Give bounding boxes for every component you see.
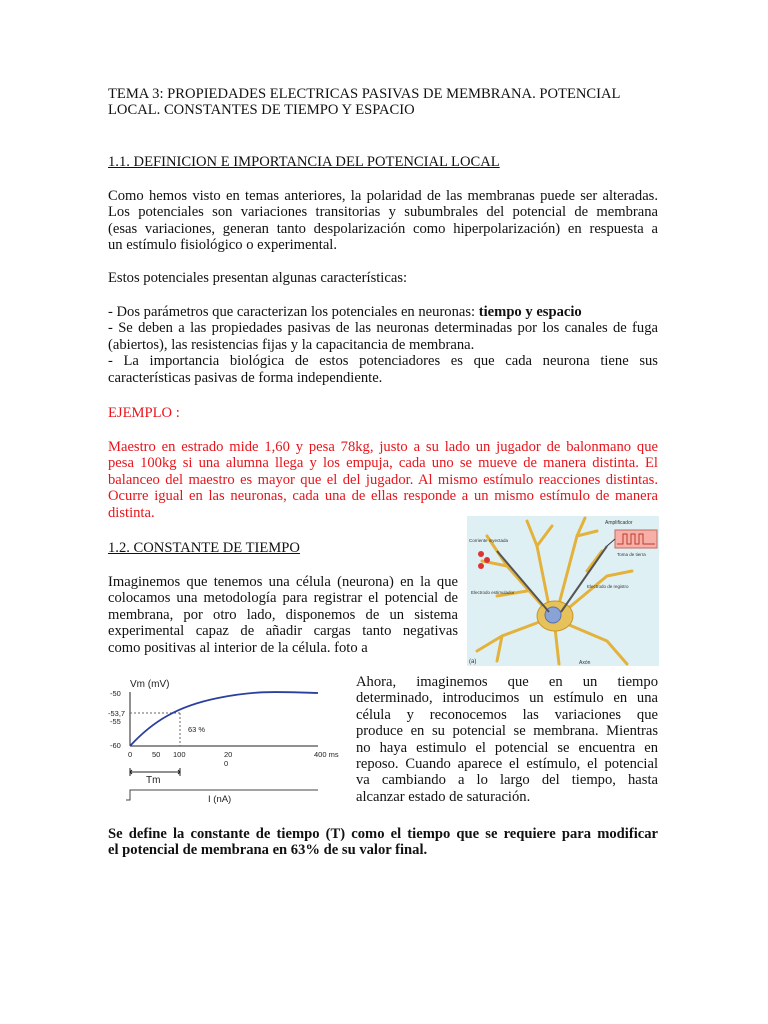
text-line: no haya estimulo el potencial se encuentra en (356, 739, 658, 756)
bullet-3-line-1: - La importancia biológica de estos potenciadores es que cada neurona tiene sus (108, 353, 658, 370)
bullet-1 (108, 304, 658, 320)
example-paragraph (108, 439, 658, 521)
xtick-label: 100 (173, 750, 186, 759)
text-line: Ocurre igual en las neuronas, cada una de ellas responde a un mismo estímulo de manera (108, 488, 658, 505)
charge-dot (484, 557, 490, 563)
text-line: Los potenciales son variaciones transitorias y subumbrales del potencial de membrana (108, 204, 658, 221)
section2-paragraph-2 (356, 674, 658, 805)
ytick-label: -50 (110, 689, 121, 698)
charge-dot (478, 563, 484, 569)
graph-ylabel: Vm (mV) (130, 679, 170, 690)
title-line-2: LOCAL. CONSTANTES DE TIEMPO Y ESPACIO (108, 102, 415, 119)
label-panel: (a) (469, 659, 477, 665)
bullet-2-line-1: - Se deben a las propiedades pasivas de las neuronas determinadas por los canales de fuga (108, 320, 658, 337)
text-line: Imaginemos que tenemos una célula (neurona) en la que (108, 574, 458, 590)
text-line: como positivas al interior de la célula. foto a (108, 639, 368, 656)
text-line: Se define la constante de tiempo (T) como el tiempo que se requiere para modificar (108, 826, 658, 842)
text-line: Ahora, imaginemos que en un tiempo (356, 674, 658, 690)
document-title (108, 86, 658, 119)
text-line: va cambiando a lo largo del tiempo, hasta (356, 772, 658, 789)
label-stim: Electrodo estimulador (471, 590, 515, 595)
text-line: colocamos una metodología para registrar el potencial de (108, 590, 458, 607)
charging-curve (130, 692, 318, 746)
text-line: el potencial de membrana en 63% de su valor final. (108, 842, 428, 859)
section1-paragraph-2: Estos potenciales presentan algunas características: (108, 270, 408, 286)
amplifier-box (615, 530, 657, 548)
text-line: distinta. (108, 504, 155, 521)
text-line: balanceo del maestro es mayor que el del jugador. Al mismo estímulo reacciones distintas. (108, 471, 658, 488)
text-line: (esas variaciones, generan tanto despolarización como hiperpolarización) en respuesta a (108, 220, 658, 237)
charge-dot (478, 551, 484, 557)
time-constant-graph (108, 676, 348, 806)
bullet-1-bold-text: tiempo y espacio (478, 304, 582, 320)
neuron-illustration (467, 516, 659, 666)
text-line: reposo. Cuando aparece el estímulo, el potencial (356, 756, 658, 773)
xtick-label: 50 (152, 750, 161, 759)
text-line: Como hemos visto en temas anteriores, la polaridad de las membranas puede ser alteradas. (108, 188, 658, 204)
label-amplifier: Amplificador (605, 520, 633, 526)
example-label: EJEMPLO : (108, 405, 180, 421)
title-line-1: TEMA 3: PROPIEDADES ELECTRICAS PASIVAS DE MEMBRANA. POTENCIAL (108, 86, 621, 102)
bullet-3-line-2: características pasivas de forma independiente. (108, 369, 383, 386)
xtick-label: 0 (128, 750, 133, 759)
neuron-figure (467, 516, 659, 666)
xtick-label-extra: 0 (224, 759, 229, 768)
label-recording: Electrodo de registro (587, 584, 629, 589)
time-constant-definition (108, 826, 658, 859)
percent-label: 63 % (188, 725, 206, 734)
text-line: produce en su potencial se membrana. Mientras (356, 723, 658, 740)
ytick-label: -55 (110, 717, 121, 726)
section-heading-1-1: 1.1. DEFINICION E IMPORTANCIA DEL POTENCIAL LOCAL (108, 154, 500, 170)
text-line: Maestro en estrado mide 1,60 y pesa 78kg, justo a su lado un jugador de balonmano que (108, 439, 658, 455)
section1-bullets (108, 304, 658, 386)
text-line: experimental capaz de añadir cargas tanto negativas (108, 623, 458, 640)
label-current: Corriente inyectada (469, 538, 509, 543)
current-label: I (nA) (208, 794, 232, 805)
section2-paragraph-1 (108, 574, 458, 656)
tm-label: Tm (146, 775, 161, 786)
ytick-label: -53,7 (108, 709, 126, 718)
text-line: un estímulo fisiológico o experimental. (108, 237, 337, 254)
label-axon: Axón (579, 660, 591, 666)
text-line: célula y reconocemos las variaciones que (356, 706, 658, 723)
section-heading-1-2: 1.2. CONSTANTE DE TIEMPO (108, 540, 300, 556)
text-line: alcanzar estado de saturación. (356, 788, 531, 805)
bullet-2-line-2: (abiertos), las resistencias fijas y la capacitancia de membrana. (108, 336, 475, 353)
xtick-label: 20 (224, 750, 233, 759)
text-line: determinado, introducimos un estímulo en una (356, 690, 658, 707)
ytick-label: -60 (110, 741, 121, 750)
label-ground: Toma de tierra (617, 552, 646, 557)
graph-svg (108, 676, 348, 806)
text-line: membrana, por otro lado, disponemos de un sistema (108, 606, 458, 623)
bullet-1-text: - Dos parámetros que caracterizan los potenciales en neuronas: (108, 304, 479, 320)
xtick-label: 400 ms (314, 750, 339, 759)
section1-paragraph-1 (108, 188, 658, 254)
text-line: pesa 100kg si una alumna llega y los empuja, cada uno se mueve de manera distinta. El (108, 455, 658, 472)
